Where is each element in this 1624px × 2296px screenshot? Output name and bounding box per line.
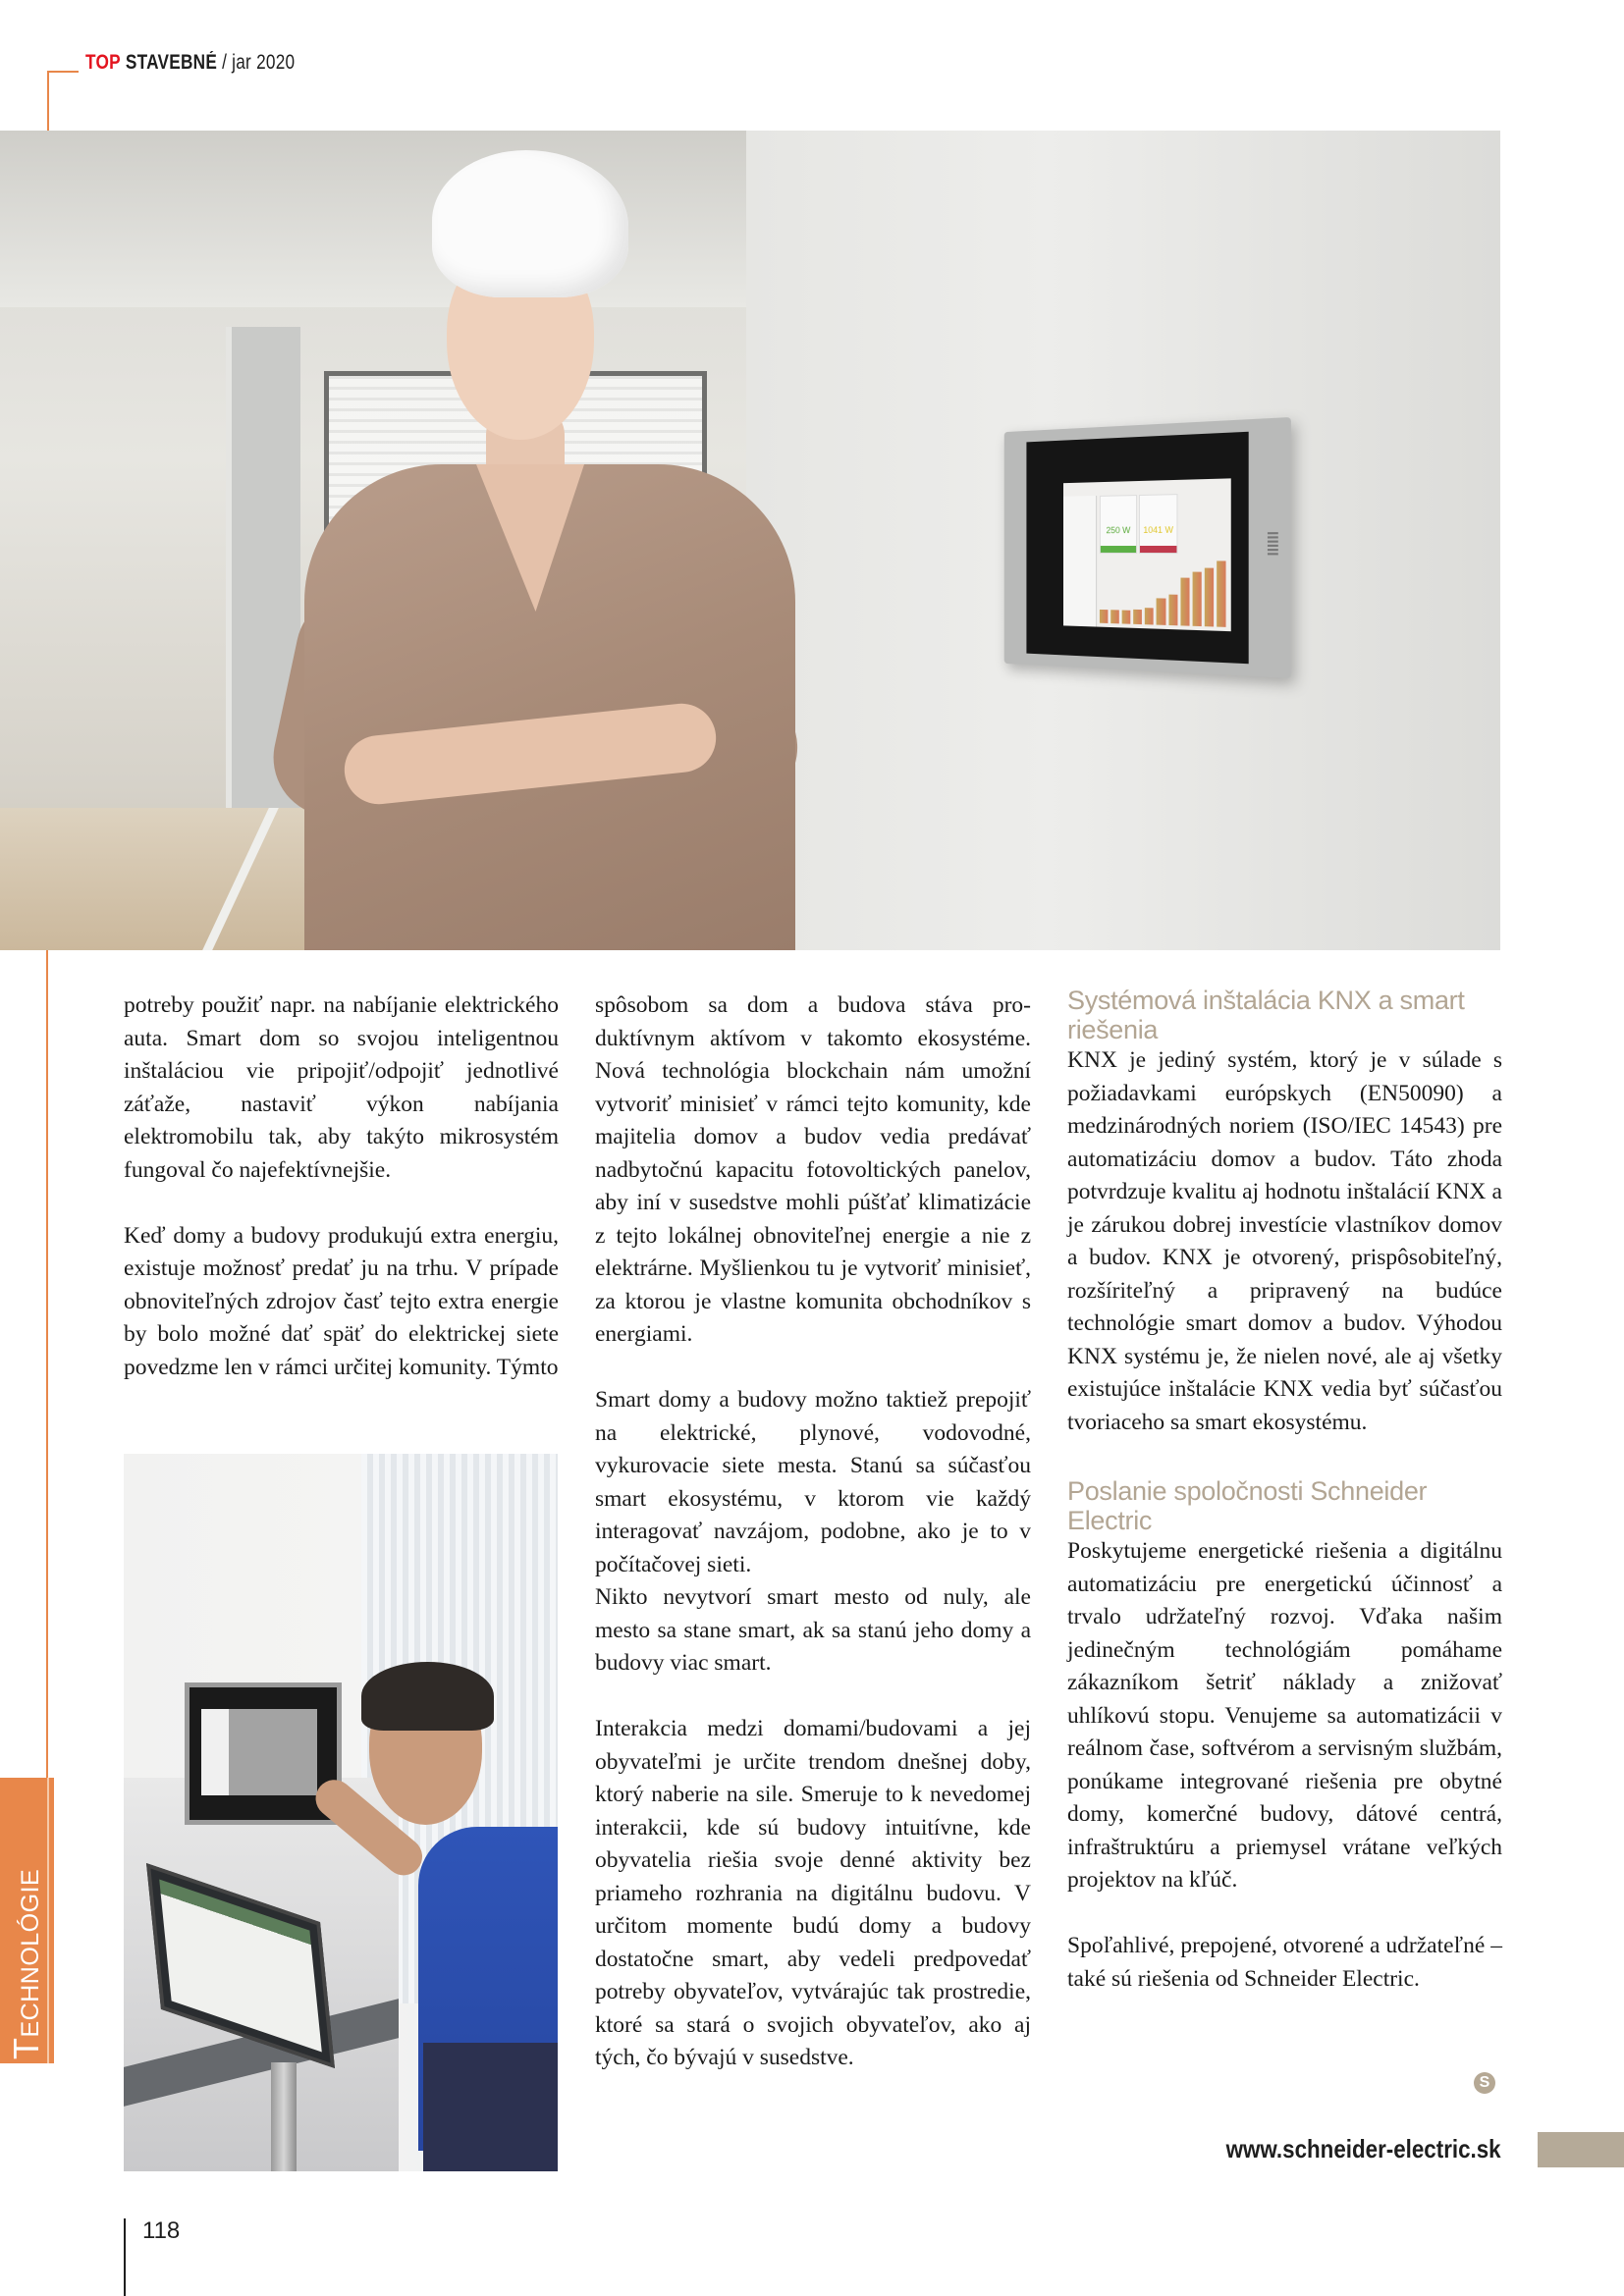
panel-chart-bar (1205, 568, 1214, 627)
section-tab-rule (47, 1778, 49, 2063)
panel-tile-solar (1100, 495, 1137, 554)
panel-chart-bar (1133, 610, 1142, 624)
lower-photo (124, 1454, 558, 2171)
magazine-brand-highlight: TOP (85, 51, 121, 74)
footer-rule (124, 2218, 126, 2296)
laptop-stand-pole (271, 2062, 297, 2171)
panel-tile-value: 1041 W (1143, 524, 1173, 535)
paragraph: spôsobom sa dom a budova stáva produktívnym aktívom v takomto ekosystéme. Nová technológia blockchain nám umožní vytvoriť minisieť v rámci tejto komunity, kde majitelia domov a budov vedia predávať nadbytočnú kapacitu fotovoltických panelov, aby iní v susedstve mohli púšťať klimatizácie z tejto lokálnej obnoviteľnej energie a nie z elektrárne. Myšlienkou tu je vytvoriť minisieť, za ktorou je vlastne komunita obchodníkov s energiami. (595, 992, 1031, 1347)
article-end-icon: S (1474, 2072, 1495, 2094)
paragraph: Smart domy a budovy možno taktiež prepojiť na elektrické, plynové, vodovodné, vykurovacie siete mesta. Stanú sa súčasťou smart ekosystému, v ktorom vie každý interagovať navzájom, podobne, ako je to v počítačovej sieti. (595, 1387, 1031, 1577)
panel-chart-bar (1180, 578, 1189, 626)
panel-tile-consumption (1139, 494, 1177, 554)
section-heading-mission: Poslanie spoločnosti Schneider Electric (1067, 1476, 1428, 1535)
text-column-1 (124, 989, 559, 1417)
section-heading-knx: Systémová inštalácia KNX a smart riešenia (1067, 986, 1465, 1044)
man-hair (361, 1662, 494, 1731)
panel-tile-status-bar (1101, 546, 1136, 553)
paragraph: potreby použiť napr. na nabíjanie elektrického auta. Smart dom so svojou inteligentnou inštaláciou vie pripojiť/odpojiť jednotlivé záťaže, nastaviť výkon nabíjania elektromobilu tak, aby takýto mikrosystém fungoval čo najefektívnejšie. (124, 992, 559, 1183)
panel-chart-bar (1100, 610, 1109, 623)
magazine-brand: STAVEBNÉ (125, 51, 218, 74)
panel-tile-status-bar (1140, 546, 1176, 553)
panel-chart-bar (1217, 561, 1225, 627)
panel-chart-bar (1157, 598, 1165, 625)
text-column-3 (1067, 986, 1502, 2029)
paragraph: Keď domy a budovy produkujú extra energiu, existuje možnosť predať ju na trhu. V prípade obnoviteľných zdrojov časť tejto extra energie by bolo možné dať späť do elektrickej siete povedzme len v rámci určitej komunity. Týmto (124, 1222, 559, 1380)
running-header (85, 51, 295, 75)
man-pants (423, 2043, 558, 2171)
photo-woman (275, 131, 825, 950)
section-label (6, 1869, 47, 2059)
company-url-link[interactable]: www.schneider-electric.sk (1225, 2134, 1501, 2163)
panel-speaker-grill (1268, 532, 1278, 557)
header-rule-horizontal (47, 71, 79, 73)
panel-chart-bar (1168, 595, 1177, 625)
woman-towel (432, 150, 628, 297)
issue-label: jar 2020 (232, 51, 296, 74)
paragraph: Nikto nevytvorí smart mesto od nuly, ale mesto sa stane smart, ak sa stanú jeho domy a budovy viac smart. (595, 1584, 1031, 1676)
panel-chart-bar (1145, 608, 1154, 624)
paragraph: KNX je jediný systém, ktorý je v súlade s požiadavkami európskych (EN50090) a medzinárodných noriem (ISO/IEC 14543) pre automatizáciu domov a budov. Táto zhoda potvrdzuje kvalitu aj hodnotu inštalácií KNX a je zárukou dobrej investície vlastníkov domov a budov. KNX je otvorený, prispôsobiteľný, rozšíriteľný a pripravený na budúce technológie smart domov a budov. Výhodou KNX systému je, že nielen nové, ale aj všetky existujúce inštalácie KNX vedia byť súčasťou tvoriaceho sa smart ekosystému. (1067, 1047, 1502, 1435)
wall-touch-panel (1004, 417, 1291, 678)
header-rule-vertical (47, 71, 49, 132)
panel-bar-chart (1100, 558, 1226, 627)
panel-screen (1063, 478, 1231, 631)
page-number: 118 (142, 2217, 181, 2244)
panel-bezel (1026, 432, 1248, 664)
panel-chart-bar (1122, 611, 1131, 624)
margin-rule (46, 950, 48, 1779)
panel-tile-value: 250 W (1106, 525, 1131, 536)
panel-screen (201, 1709, 317, 1795)
panel-chart-bar (1110, 611, 1119, 624)
url-tab-decoration (1538, 2132, 1624, 2167)
main-photo (0, 131, 1500, 950)
section-label-rest: ECHNOLÓGIE (17, 1868, 44, 2038)
panel-chart-bar (1192, 571, 1201, 626)
paragraph: Poskytujeme energetické riešenia a digitálnu automatizáciu pre energetickú účinnosť a trvalo udržateľný rozvoj. Vďaka našim jedinečným technológiám pomáhame zákazníkom šetriť náklady a znižovať uhlíkovú stopu. Venujeme sa automatizácii v reálnom čase, softvérom a servisným službám, ponúkame integrované riešenia pre obytné domy, komerčné budovy, dátové centrá, infraštruktúru a priemysel vrátane veľkých projektov na kľúč. (1067, 1538, 1502, 1893)
paragraph: Spoľahlivé, prepojené, otvorené a udržateľné – také sú riešenia od Schneider Electric. (1067, 1933, 1502, 1992)
paragraph: Interakcia medzi domami/budovami a jej obyvateľmi je určite trendom dnešnej doby, ktorý naberie na sile. Smeruje to k nevedomej interakcii, kde sú budovy intuitívne, kde obyvatelia riešia svoje denné aktivity bez priameho rozhrania na digitálnu budovu. V určitom momente budú domy a budovy dostatočne smart, aby vedeli predpovedať potreby obyvateľov, vytvárajúc tak prostredie, ktoré sa stará o svojich obyvateľov, ako aj tých, čo bývajú v susedstve. (595, 1716, 1031, 2070)
section-label-initial: T (6, 2037, 46, 2059)
text-column-2 (595, 989, 1031, 2108)
header-separator: / (222, 51, 228, 74)
panel-side-menu (1063, 496, 1097, 627)
